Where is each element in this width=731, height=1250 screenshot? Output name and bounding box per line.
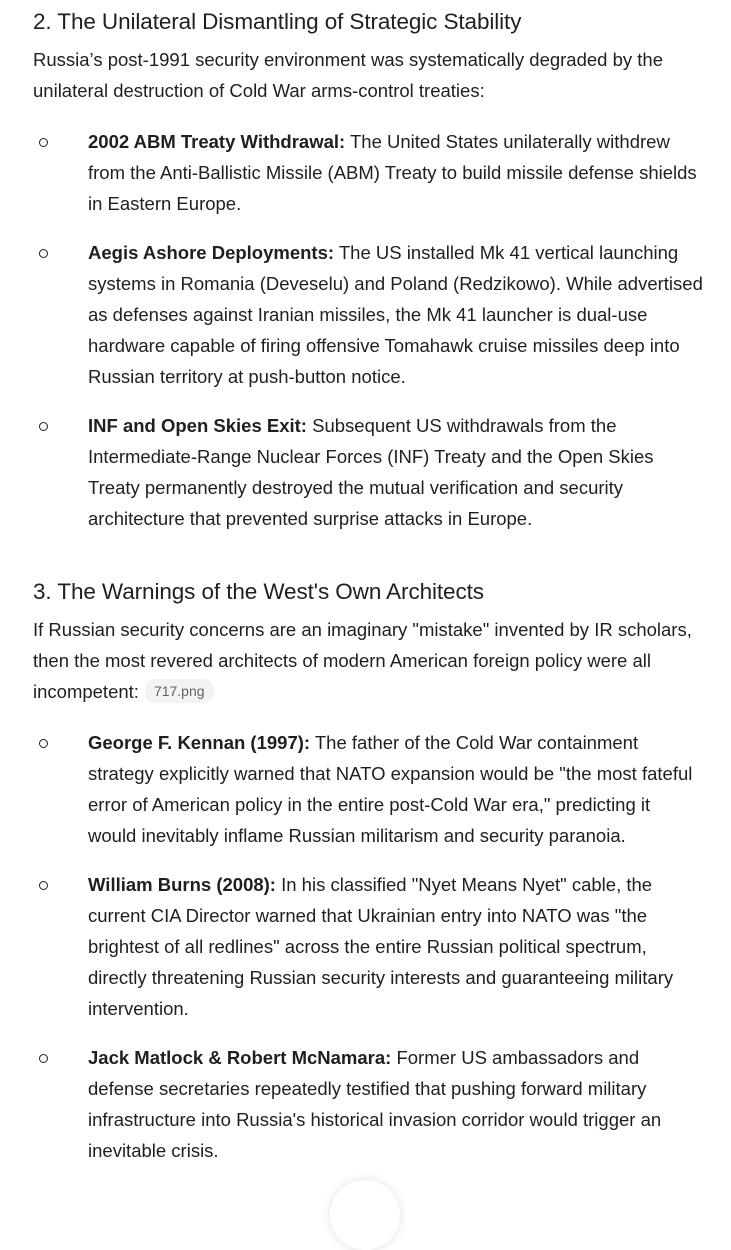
item-title: George F. Kennan (1997): (88, 732, 311, 753)
item-title: INF and Open Skies Exit: (88, 415, 307, 436)
item-title: 2002 ABM Treaty Withdrawal: (88, 131, 346, 152)
treaty-list (33, 126, 703, 534)
item-text: Subsequent US withdrawals from the Intermediate-Range Nuclear Forces (INF) Treaty and the Open Skies Treaty permanently destroyed the mutual verification and security architecture that prevented surprise attacks in Europe. (88, 415, 654, 529)
section-heading-2: 2. The Unilateral Dismantling of Strategic Stability (33, 9, 522, 34)
response-content (33, 6, 703, 1184)
architects-list (33, 727, 703, 1166)
hollow-bullet-icon (39, 138, 48, 147)
hollow-bullet-icon (39, 422, 48, 431)
item-text: The US installed Mk 41 vertical launching systems in Romania (Deveselu) and Poland (Redzikowo). While advertised as defenses against Iranian missiles, the Mk 41 launcher is dual-use hardware capable of firing offensive Tomahawk cruise missiles deep into Russian territory at push-button notice. (88, 242, 703, 387)
item-title: Aegis Ashore Deployments: (88, 242, 335, 263)
item-title: William Burns (2008): (88, 874, 276, 895)
list-item (33, 869, 703, 1024)
item-text: In his classified "Nyet Means Nyet" cable, the current CIA Director warned that Ukrainian entry into NATO was "the brightest of all redlines" across the entire Russian political spectrum, directly threatening Russian security interests and guaranteeing military intervention. (88, 874, 674, 1019)
list-item (33, 237, 703, 392)
hollow-bullet-icon (39, 1054, 48, 1063)
scroll-down-button[interactable] (330, 1180, 400, 1250)
list-item (33, 1042, 703, 1166)
list-item (33, 126, 703, 219)
list-item (33, 410, 703, 534)
section-heading-3: 3. The Warnings of the West's Own Architects (33, 579, 484, 604)
intro-text: If Russian security concerns are an imaginary "mistake" invented by IR scholars, then the most revered architects of modern American foreign policy were all incompetent: (33, 619, 692, 702)
item-text: The United States unilaterally withdrew from the Anti-Ballistic Missile (ABM) Treaty to build missile defense shields in Eastern Europe. (88, 131, 697, 214)
list-item (33, 727, 703, 851)
item-title: Jack Matlock & Robert McNamara: (88, 1047, 392, 1068)
item-text: The father of the Cold War containment strategy explicitly warned that NATO expansion would be "the most fateful error of American policy in the entire post-Cold War era," predicting it would inevitably inflame Russian militarism and security paranoia. (88, 732, 693, 846)
attachment-chip[interactable]: 717.png (145, 679, 214, 703)
section-intro-3 (33, 614, 703, 707)
hollow-bullet-icon (39, 249, 48, 258)
hollow-bullet-icon (39, 739, 48, 748)
section-intro-2: Russia’s post-1991 security environment was systematically degraded by the unilateral destruction of Cold War arms-control treaties: (33, 49, 663, 101)
item-text: Former US ambassadors and defense secretaries repeatedly testified that pushing forward military infrastructure into Russia's historical invasion corridor would trigger an inevitable crisis. (88, 1047, 662, 1161)
hollow-bullet-icon (39, 881, 48, 890)
